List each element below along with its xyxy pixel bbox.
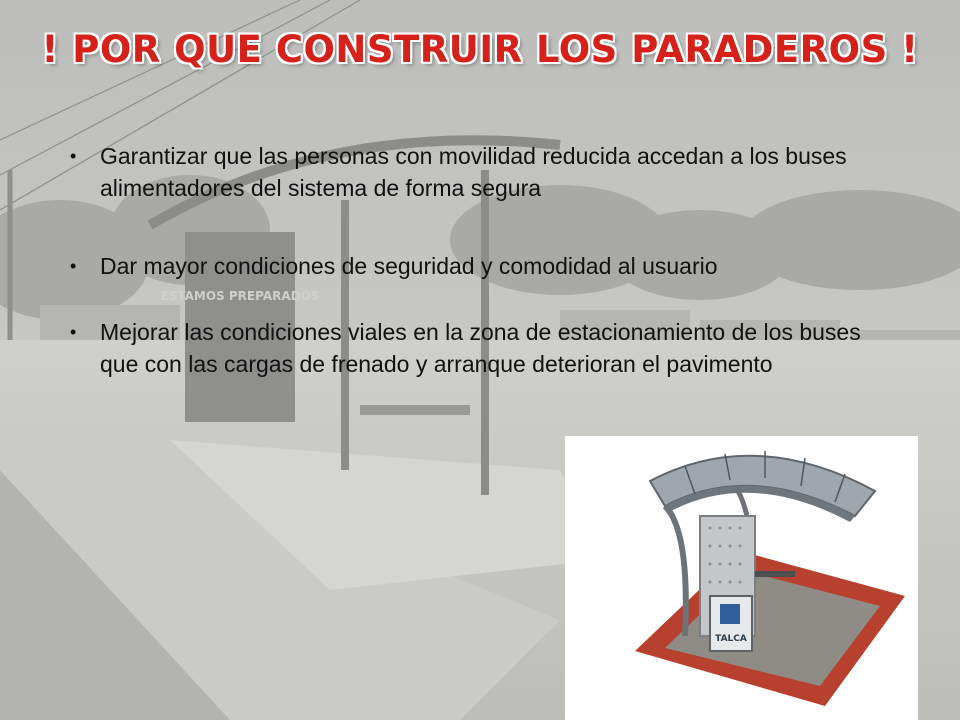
bullet-dot: •: [70, 256, 77, 276]
totem-text: TALCA: [715, 634, 747, 644]
bullet-text: Dar mayor condiciones de seguridad y comodidad al usuario: [100, 253, 718, 279]
bullet-text: Mejorar las condiciones viales en la zona de estacionamiento de los buses que con las cargas de frenado y arranque deterioran el pavimento: [100, 319, 861, 377]
bullet-dot: •: [70, 146, 77, 166]
bullet-item: [70, 316, 890, 380]
bullet-item: [70, 140, 890, 204]
bullet-dot: •: [70, 322, 77, 342]
ad-panel-text: ESTAMOS PREPARADOS: [160, 289, 320, 303]
bullet-list: [70, 140, 890, 380]
shelter-render-image: [565, 436, 918, 720]
bullet-item: [70, 250, 890, 282]
bullet-text: Garantizar que las personas con movilidad reducida accedan a los buses alimentadores del sistema de forma segura: [100, 143, 847, 201]
shelter-render: [565, 436, 918, 720]
slide-title: ! POR QUE CONSTRUIR LOS PARADEROS !: [41, 28, 919, 71]
bench: [755, 571, 795, 577]
